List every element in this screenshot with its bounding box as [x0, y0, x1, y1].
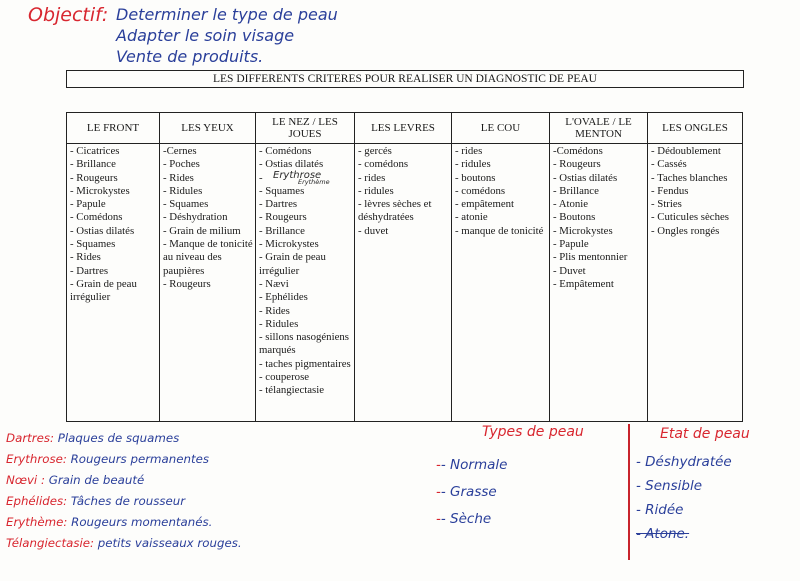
criteria-list	[70, 145, 159, 305]
criteria-item: - duvet	[358, 224, 389, 237]
criteria-item: - Ostias dilatés	[553, 171, 618, 184]
criteria-item: - ridules	[358, 184, 394, 197]
criteria-list	[163, 145, 255, 291]
criteria-item: - couperose	[259, 371, 310, 384]
column-cell	[452, 144, 550, 422]
criteria-item: - Papule	[553, 238, 589, 251]
definition-item	[6, 449, 242, 470]
criteria-item: - boutons	[455, 171, 496, 184]
definition-term: Ephélides:	[6, 494, 68, 508]
criteria-item: - manque de tonicité	[455, 224, 544, 237]
definition-item	[6, 533, 242, 554]
criteria-item: -Comédons	[553, 145, 603, 157]
skin-state-item	[636, 498, 732, 522]
definition-item	[6, 491, 242, 512]
criteria-item: - Comédons	[259, 145, 312, 157]
criteria-item: - Ostias dilatés	[70, 224, 135, 237]
objective-line: Adapter le soin visage	[116, 26, 295, 45]
criteria-item: - Ridules	[259, 317, 299, 330]
criteria-item: - Rougeurs	[259, 211, 307, 224]
definition-text: Plaques de squames	[57, 431, 180, 445]
separator-line	[628, 424, 630, 560]
definition-term: Nœvi :	[6, 473, 45, 487]
diagnostic-table	[66, 112, 743, 422]
criteria-item: - Grain de milium	[163, 224, 241, 237]
criteria-item: - Grain de peau irrégulier	[259, 251, 326, 277]
definition-term: Télangiectasie:	[6, 536, 95, 550]
column-cell	[550, 144, 648, 422]
column-header: LES LEVRES	[355, 113, 452, 144]
definition-item	[6, 512, 242, 533]
criteria-item: - Taches blanches	[651, 171, 728, 184]
criteria-list	[455, 145, 549, 238]
criteria-item: - Manque de tonicité au niveau des paupières	[163, 238, 253, 277]
definition-term: Erythème:	[6, 515, 68, 529]
criteria-item: - rides	[358, 171, 386, 184]
criteria-item: - Squames	[259, 184, 305, 197]
criteria-item: - télangiectasie	[259, 384, 325, 397]
criteria-item: - Poches	[163, 158, 200, 171]
column-header: LE COU	[452, 113, 550, 144]
etat-de-peau-list	[636, 450, 732, 546]
criteria-item: - Rides	[259, 304, 290, 317]
skin-state-label: - Déshydratée	[636, 454, 732, 470]
criteria-item: - taches pigmentaires	[259, 357, 351, 370]
criteria-item: - comédons	[455, 184, 506, 197]
column-header: LES YEUX	[160, 113, 256, 144]
skin-type-label: - Grasse	[440, 484, 497, 500]
criteria-item: - Dédoublement	[651, 145, 721, 157]
skin-state-item	[636, 522, 732, 546]
skin-type-item: -- Sèche	[436, 511, 492, 527]
skin-type-label: - Normale	[440, 457, 508, 473]
criteria-item: - Squames	[163, 198, 209, 211]
skin-type-label: - Sèche	[440, 511, 492, 527]
criteria-item: - Papule	[70, 198, 106, 211]
criteria-item: - Nævi	[259, 277, 289, 290]
criteria-item: - Microkystes	[553, 224, 613, 237]
objective-line: Vente de produits.	[116, 47, 264, 66]
criteria-item: - lèvres sèches et déshydratées	[358, 198, 432, 224]
criteria-item: - Ephélides	[259, 291, 308, 304]
skin-type-item: -- Normale	[436, 457, 508, 473]
criteria-item: - Brillance	[553, 184, 599, 197]
criteria-item: - Plis mentonnier	[553, 251, 628, 264]
types-de-peau-list	[436, 452, 507, 533]
definition-text: Grain de beauté	[48, 473, 145, 487]
criteria-item: - Rougeurs	[553, 158, 601, 171]
criteria-item: - Brillance	[70, 158, 116, 171]
criteria-item: - Microkystes	[70, 184, 130, 197]
criteria-item: - Cicatrices	[70, 145, 120, 157]
column-cell	[648, 144, 743, 422]
skin-state-label: - Ridée	[636, 502, 684, 518]
skin-state-item	[636, 450, 732, 474]
criteria-list	[553, 145, 647, 291]
table-title: LES DIFFERENTS CRITERES POUR REALISER UN DIAGNOSTIC DE PEAU	[66, 70, 744, 88]
criteria-item: - atonie	[455, 211, 488, 224]
column-cell	[160, 144, 256, 422]
criteria-item: - Boutons	[553, 211, 596, 224]
types-de-peau-title: Types de peau	[482, 424, 584, 440]
objective-line: Determiner le type de peau	[116, 5, 338, 24]
definition-text: petits vaisseaux rouges.	[97, 536, 242, 550]
criteria-item: - empâtement	[455, 198, 515, 211]
criteria-item: - ridules	[455, 158, 491, 171]
definition-term: Erythrose:	[6, 452, 67, 466]
erythrose-annotation: Erythrose	[273, 170, 322, 181]
criteria-item: - Brillance	[259, 224, 305, 237]
column-cell	[67, 144, 160, 422]
criteria-item: - Empâtement	[553, 277, 614, 290]
criteria-item: - sillons nasogéniens marqués	[259, 331, 349, 357]
criteria-item: - Grain de peau irrégulier	[70, 277, 137, 304]
criteria-item: - Dartres	[259, 198, 298, 211]
definition-text: Tâches de rousseur	[70, 494, 186, 508]
criteria-item: - comédons	[358, 158, 409, 171]
criteria-item: - Rougeurs	[70, 171, 118, 184]
column-header: LES ONGLES	[648, 113, 743, 144]
definition-item	[6, 428, 242, 449]
criteria-item: - Stries	[651, 198, 682, 211]
objective-label: Objectif:	[28, 4, 109, 26]
criteria-list	[651, 145, 742, 238]
criteria-item: - Microkystes	[259, 238, 319, 251]
criteria-item: - Comédons	[70, 211, 123, 224]
definition-term: Dartres:	[6, 431, 55, 445]
criteria-item: - Squames	[70, 238, 116, 251]
definition-item	[6, 470, 242, 491]
criteria-item: - Fendus	[651, 184, 689, 197]
etat-de-peau-title: Etat de peau	[660, 426, 750, 442]
criteria-item: - Rides	[70, 251, 101, 264]
column-cell	[355, 144, 452, 422]
skin-state-item	[636, 474, 732, 498]
criteria-item: - Rides	[163, 171, 194, 184]
criteria-item: - gercés	[358, 145, 392, 157]
definition-text: Rougeurs permanentes	[70, 452, 210, 466]
column-header: LE NEZ / LES JOUES	[256, 113, 355, 144]
criteria-item: - Cuticules sèches	[651, 211, 729, 224]
erytheme-annotation: Erythème	[298, 178, 330, 186]
skin-state-label: - Atone.	[636, 526, 690, 542]
criteria-item: - Ridules	[163, 184, 203, 197]
objective-lines	[116, 4, 338, 67]
skin-type-item: -- Grasse	[436, 484, 497, 500]
criteria-item: -	[259, 171, 263, 184]
criteria-item: - rides	[455, 145, 483, 157]
skin-state-label: - Sensible	[636, 478, 703, 494]
table-row	[67, 144, 743, 422]
definition-text: Rougeurs momentanés.	[71, 515, 213, 529]
criteria-item: - Cassés	[651, 158, 687, 171]
criteria-item: - Ongles rongés	[651, 224, 720, 237]
criteria-item: - Ostias dilatés	[259, 158, 324, 171]
criteria-item: - Dartres	[70, 264, 109, 277]
column-header: LE FRONT	[67, 113, 160, 144]
criteria-item: - Rougeurs	[163, 277, 211, 290]
column-header: L'OVALE / LE MENTON	[550, 113, 648, 144]
table-header-row	[67, 113, 743, 144]
criteria-item: - Déshydration	[163, 211, 228, 224]
criteria-item: -Cernes	[163, 145, 197, 157]
criteria-list	[358, 145, 451, 238]
definitions-list	[6, 428, 242, 554]
criteria-item: - Duvet	[553, 264, 586, 277]
criteria-item: - Atonie	[553, 198, 589, 211]
